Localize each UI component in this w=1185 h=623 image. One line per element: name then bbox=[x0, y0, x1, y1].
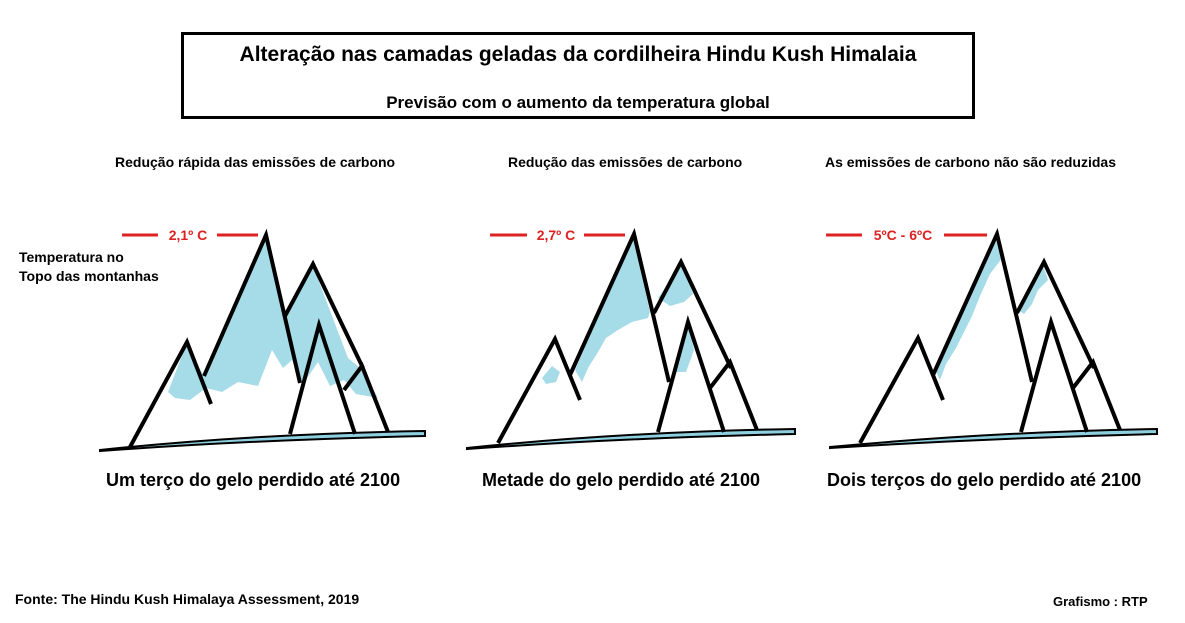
page-title: Alteração nas camadas geladas da cordilheira Hindu Kush Himalaia bbox=[239, 43, 917, 66]
scenario-heading-3: As emissões de carbono não são reduzidas bbox=[825, 154, 1116, 170]
ground-line-1 bbox=[100, 431, 425, 451]
scenario-caption-3: Dois terços do gelo perdido até 2100 bbox=[827, 470, 1142, 490]
mountain-panel-3 bbox=[826, 227, 1157, 448]
temperature-value-3: 5ºC - 6ºC bbox=[873, 227, 933, 243]
mountain-panel-1 bbox=[100, 227, 425, 451]
page-subtitle: Previsão com o aumento da temperatura global bbox=[386, 93, 770, 112]
temperature-value-2: 2,7º C bbox=[536, 227, 576, 243]
ground-line-2 bbox=[467, 429, 795, 449]
graphics-credit: Grafismo : RTP bbox=[1053, 594, 1148, 609]
scenario-caption-2: Metade do gelo perdido até 2100 bbox=[482, 470, 761, 490]
temperature-axis-label-line: Topo das montanhas bbox=[19, 268, 159, 284]
mountain-panel-2 bbox=[467, 227, 795, 449]
scenario-heading-2: Redução das emissões de carbono bbox=[508, 154, 743, 170]
ice-cover-3 bbox=[936, 240, 1002, 380]
temperature-value-1: 2,1º C bbox=[168, 227, 208, 243]
ice-cover-2b bbox=[542, 366, 560, 384]
ground-line-3 bbox=[830, 429, 1157, 448]
source-note: Fonte: The Hindu Kush Himalaya Assessment, 2019 bbox=[15, 591, 360, 607]
scenario-caption-1: Um terço do gelo perdido até 2100 bbox=[106, 470, 401, 490]
temperature-axis-label-line: Temperatura no bbox=[19, 249, 124, 265]
scenario-heading-1: Redução rápida das emissões de carbono bbox=[115, 154, 396, 170]
